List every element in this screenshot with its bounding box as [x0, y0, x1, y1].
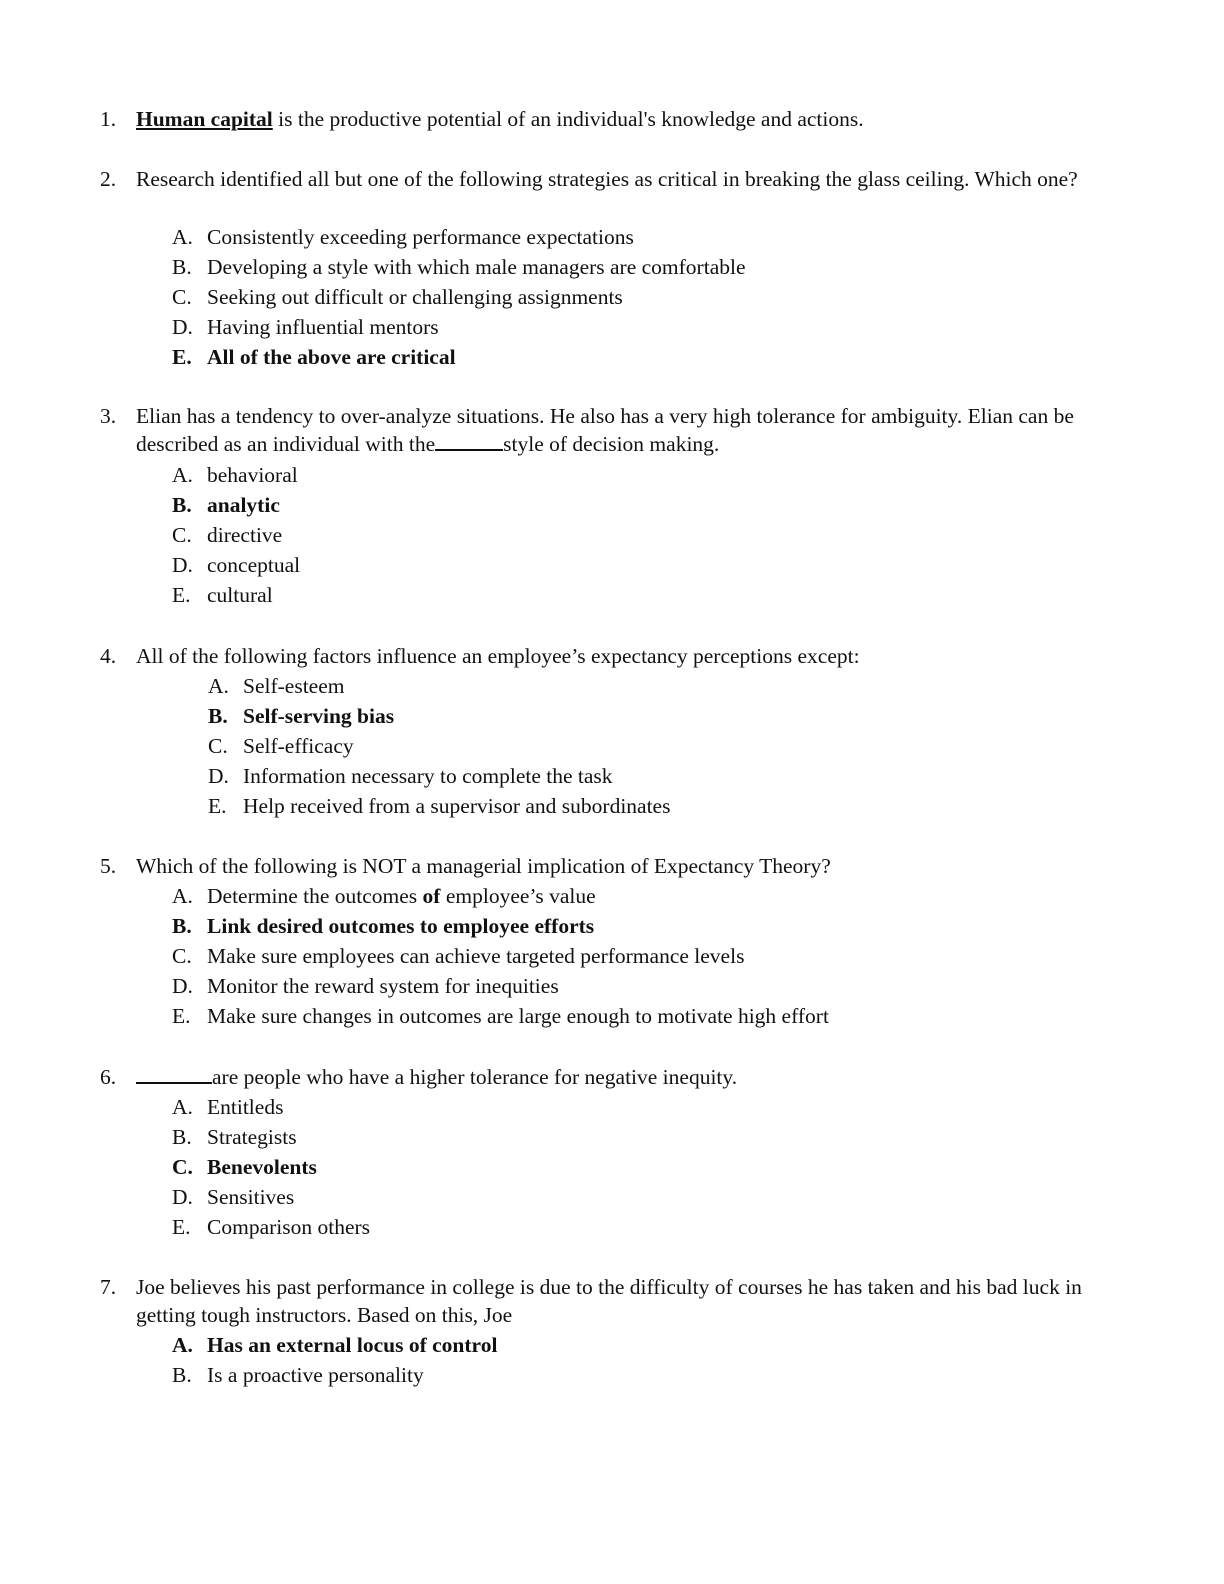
question-number: 2.	[100, 167, 117, 191]
option-letter: B.	[172, 914, 192, 938]
option-text: Make sure changes in outcomes are large enough to motivate high effort	[207, 1004, 829, 1028]
option-letter: B.	[172, 1125, 192, 1149]
stem-text: Which of the following is NOT a managerial implication of Expectancy Theory?	[136, 854, 831, 878]
question-stem	[136, 402, 1126, 458]
option-letter: E.	[172, 1004, 191, 1028]
option-text-part: employee’s value	[440, 884, 596, 908]
question-stem	[136, 105, 1126, 133]
option-text: Consistently exceeding performance expectations	[207, 225, 634, 249]
option-letter: B.	[172, 1363, 192, 1387]
stem-text: All of the following factors influence an employee’s expectancy perceptions except:	[136, 644, 860, 668]
option-text: Strategists	[207, 1125, 297, 1149]
option-letter: A.	[172, 1095, 193, 1119]
stem-text: Research identified all but one of the following strategies as critical in breaking the glass ceiling. Which one?	[136, 167, 1078, 191]
option-letter: A.	[172, 463, 193, 487]
option-letter: B.	[172, 255, 192, 279]
option-text: behavioral	[207, 463, 298, 487]
question-number: 1.	[100, 107, 117, 131]
option-letter: E.	[172, 345, 192, 369]
option-text: Make sure employees can achieve targeted performance levels	[207, 944, 745, 968]
option-text: Help received from a supervisor and subordinates	[243, 794, 671, 818]
answer-blank	[435, 431, 503, 451]
option-letter: A.	[172, 225, 193, 249]
question-stem	[136, 642, 1126, 670]
option-text: Has an external locus of control	[207, 1333, 498, 1357]
question-stem	[136, 1273, 1126, 1329]
answer-blank	[136, 1064, 212, 1084]
option-letter: E.	[172, 1215, 191, 1239]
option-text: Is a proactive personality	[207, 1363, 424, 1387]
option-text: All of the above are critical	[207, 345, 456, 369]
option-text: Information necessary to complete the task	[243, 764, 613, 788]
option-text: Sensitives	[207, 1185, 295, 1209]
question-number: 7.	[100, 1275, 117, 1299]
option-text: Developing a style with which male managers are comfortable	[207, 255, 746, 279]
option-text	[207, 881, 596, 911]
stem-text: are people who have a higher tolerance for negative inequity.	[212, 1065, 738, 1089]
question-number: 3.	[100, 404, 117, 428]
stem-text: Human capital	[136, 107, 273, 131]
option-letter: E.	[208, 794, 227, 818]
option-letter: E.	[172, 583, 191, 607]
option-letter: D.	[172, 315, 193, 339]
option-text: Entitleds	[207, 1095, 284, 1119]
option-text: Self-efficacy	[243, 734, 354, 758]
option-text: Seeking out difficult or challenging assignments	[207, 285, 623, 309]
question-number: 6.	[100, 1065, 117, 1089]
option-text: conceptual	[207, 553, 301, 577]
option-letter: C.	[172, 523, 192, 547]
option-letter: D.	[172, 553, 193, 577]
option-text: cultural	[207, 583, 273, 607]
question-number: 4.	[100, 644, 117, 668]
stem-text: Joe believes his past performance in college is due to the difficulty of courses he has taken and his bad luck in getting tough instructors. Based on this, Joe	[136, 1275, 1082, 1327]
option-text: analytic	[207, 493, 280, 517]
option-letter: D.	[172, 974, 193, 998]
option-letter: C.	[172, 285, 192, 309]
option-letter: C.	[208, 734, 228, 758]
option-letter: A.	[172, 1333, 193, 1357]
option-text: Comparison others	[207, 1215, 371, 1239]
question-number: 5.	[100, 854, 117, 878]
stem-text: Elian has a tendency to over-analyze situations. He also has a very high tolerance for ambiguity. Elian can be described as an individual with the	[136, 404, 1074, 456]
option-letter: C.	[172, 944, 192, 968]
option-text: Having influential mentors	[207, 315, 439, 339]
stem-text: is the productive potential of an individual's knowledge and actions.	[272, 107, 864, 131]
option-letter: A.	[208, 674, 229, 698]
option-text-part: of	[422, 884, 441, 908]
option-letter: C.	[172, 1155, 193, 1179]
option-letter: D.	[172, 1185, 193, 1209]
question-stem	[136, 852, 1126, 880]
option-letter: B.	[208, 704, 228, 728]
option-letter: B.	[172, 493, 192, 517]
option-text: Benevolents	[207, 1155, 317, 1179]
option-text-part: Determine the outcomes	[207, 884, 423, 908]
option-text: directive	[207, 523, 283, 547]
option-letter: A.	[172, 884, 193, 908]
option-text: Monitor the reward system for inequities	[207, 974, 559, 998]
option-letter: D.	[208, 764, 229, 788]
option-text: Self-esteem	[243, 674, 345, 698]
stem-text: style of decision making.	[503, 432, 720, 456]
option-text: Self-serving bias	[243, 704, 395, 728]
option-text: Link desired outcomes to employee efforts	[207, 914, 595, 938]
question-stem	[136, 1063, 1126, 1091]
question-stem	[136, 165, 1126, 193]
